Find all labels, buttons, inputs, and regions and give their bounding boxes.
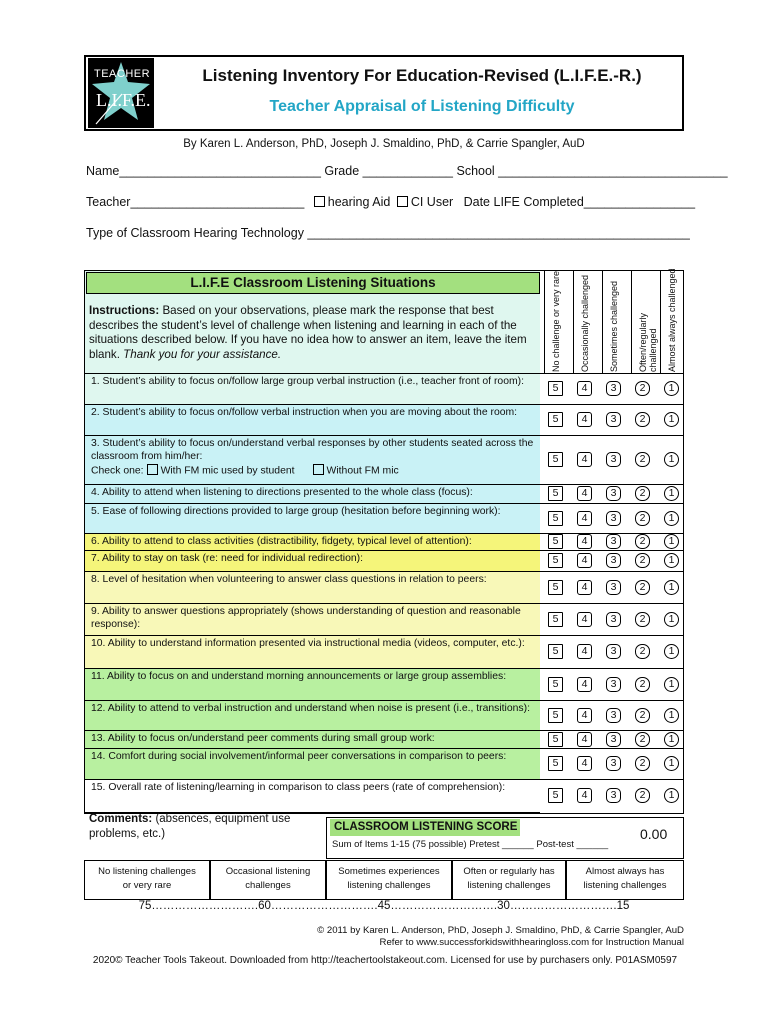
teacher-field[interactable]: Teacher_________________________ (86, 195, 305, 209)
without-fm-label: Without FM mic (326, 465, 399, 477)
rating-option-1[interactable]: 1 (664, 452, 679, 467)
rating-option-2[interactable]: 2 (635, 486, 650, 501)
row-divider (85, 635, 683, 636)
rating-option-2[interactable]: 2 (635, 756, 650, 771)
rating-option-1[interactable]: 1 (664, 756, 679, 771)
item-row (85, 730, 540, 748)
classroom-score-value: 0.00 (640, 826, 668, 842)
legend-line: challenges (245, 880, 291, 891)
rating-option-4[interactable]: 4 (577, 756, 592, 771)
rating-option-5[interactable]: 5 (548, 511, 563, 526)
rating-option-1[interactable]: 1 (664, 677, 679, 692)
rating-option-3[interactable]: 3 (606, 412, 621, 427)
item-text: 10. Ability to understand information presented via instructional media (videos, computer, etc.): (91, 638, 525, 649)
item-text: 3. Student’s ability to focus on/understand verbal responses by other students seated across the classroom from him/her: (91, 438, 534, 462)
check-one-label: Check one: (91, 465, 144, 477)
copyright-line: © 2011 by Karen L. Anderson, PhD, Joseph J. Smaldino, PhD, & Carrie Spangler, AuD (317, 925, 684, 936)
legend-box-1 (84, 860, 210, 900)
item-row (85, 533, 540, 550)
rating-option-1[interactable]: 1 (664, 553, 679, 568)
row-divider (85, 373, 683, 374)
legend-box-5 (566, 860, 684, 900)
rating-option-4[interactable]: 4 (577, 788, 592, 803)
item-row (85, 571, 540, 603)
row-divider (85, 603, 683, 604)
column-header-label: Often/regularly challenged (638, 312, 658, 372)
item-text: 13. Ability to focus on/understand peer comments during small group work: (91, 733, 435, 744)
rating-option-5[interactable]: 5 (548, 708, 563, 723)
hearing-aid-checkbox[interactable] (314, 196, 325, 207)
column-header-5 (667, 262, 767, 372)
rating-option-3[interactable]: 3 (606, 486, 621, 501)
rating-option-4[interactable]: 4 (577, 612, 592, 627)
rating-option-1[interactable]: 1 (664, 580, 679, 595)
rating-option-1[interactable]: 1 (664, 788, 679, 803)
rating-option-3[interactable]: 3 (606, 644, 621, 659)
item-text: 7. Ability to stay on task (re: need for individual redirection): (91, 553, 364, 564)
classroom-score-label: CLASSROOM LISTENING SCORE (330, 819, 520, 836)
legend-box-4 (452, 860, 566, 900)
column-divider (602, 270, 603, 374)
rating-option-4[interactable]: 4 (577, 486, 592, 501)
legend-line: listening challenges (467, 880, 551, 891)
row-divider (85, 533, 683, 534)
rating-option-4[interactable]: 4 (577, 511, 592, 526)
page-subtitle: Teacher Appraisal of Listening Difficulty (269, 98, 575, 115)
row-divider (85, 571, 683, 572)
rating-option-4[interactable]: 4 (577, 452, 592, 467)
rating-option-5[interactable]: 5 (548, 553, 563, 568)
item-row (85, 404, 540, 435)
rating-option-5[interactable]: 5 (548, 644, 563, 659)
legend-line: listening challenges (347, 880, 431, 891)
rating-option-1[interactable]: 1 (664, 412, 679, 427)
column-header-label: Occasionally challenged (580, 274, 590, 372)
hearing-aid-label: hearing Aid (327, 195, 391, 209)
item-row (85, 435, 540, 484)
column-divider (660, 270, 661, 374)
footer-license: 2020© Teacher Tools Takeout. Downloaded from http://teachertoolstakeout.com. Licensed for use by purchasers only. P01ASM0597 (92, 955, 678, 966)
item-text: 6. Ability to attend to class activities (distractibility, fidgety, typical level of attention): (91, 536, 472, 547)
row-divider (85, 503, 683, 504)
rating-option-2[interactable]: 2 (635, 612, 650, 627)
rating-option-2[interactable]: 2 (635, 788, 650, 803)
item-text: 5. Ease of following directions provided to large group (hesitation before beginning work): (91, 506, 501, 517)
score-scale: 75……………………….60……………………….45……………………….30……………………….15 (138, 900, 630, 912)
rating-option-3[interactable]: 3 (606, 534, 621, 549)
rating-option-4[interactable]: 4 (577, 412, 592, 427)
row-divider (85, 730, 683, 731)
legend-box-2 (210, 860, 326, 900)
rating-option-4[interactable]: 4 (577, 677, 592, 692)
rating-option-4[interactable]: 4 (577, 580, 592, 595)
logo-text-life: L.I.F.E. (96, 90, 151, 110)
item-row (85, 373, 540, 404)
item-text: 12. Ability to attend to verbal instruction and understand when noise is present (i.e., transitions): (91, 703, 530, 714)
legend-line: Occasional listening (225, 866, 311, 877)
rating-option-1[interactable]: 1 (664, 381, 679, 396)
rating-option-5[interactable]: 5 (548, 412, 563, 427)
row-divider (85, 484, 683, 485)
rating-option-5[interactable]: 5 (548, 486, 563, 501)
item-row (85, 748, 540, 779)
rating-option-2[interactable]: 2 (635, 511, 650, 526)
rating-option-2[interactable]: 2 (635, 412, 650, 427)
rating-option-1[interactable]: 1 (664, 612, 679, 627)
fm-mic-label: With FM mic used by student (160, 465, 295, 477)
row-divider (85, 779, 683, 780)
rating-option-5[interactable]: 5 (548, 612, 563, 627)
rating-option-4[interactable]: 4 (577, 644, 592, 659)
rating-option-5[interactable]: 5 (548, 452, 563, 467)
rating-option-2[interactable]: 2 (635, 452, 650, 467)
fm-mic-checkbox[interactable] (147, 464, 158, 475)
legend-line: Almost always has (585, 866, 665, 877)
rating-option-2[interactable]: 2 (635, 553, 650, 568)
ci-user-checkbox[interactable] (397, 196, 408, 207)
rating-option-3[interactable]: 3 (606, 553, 621, 568)
authors-line: By Karen L. Anderson, PhD, Joseph J. Smaldino, PhD, & Carrie Spangler, AuD (183, 138, 585, 150)
rating-option-1[interactable]: 1 (664, 708, 679, 723)
logo-text-teacher: TEACHER (94, 68, 151, 80)
page-title: Listening Inventory For Education-Revised (L.I.F.E.-R.) (202, 66, 642, 85)
item-row (85, 484, 540, 503)
ci-user-label: CI User (410, 195, 454, 209)
item-row (85, 603, 540, 635)
rating-option-2[interactable]: 2 (635, 732, 650, 747)
item-text: 1. Student’s ability to focus on/follow large group verbal instruction (i.e., teacher front of room): (91, 376, 524, 387)
rating-option-1[interactable]: 1 (664, 534, 679, 549)
item-text: 8. Level of hesitation when volunteering to answer class questions in relation to peers: (91, 574, 487, 585)
legend-box-3 (326, 860, 452, 900)
name-grade-school-field[interactable]: Name_____________________________ Grade _____________ School _________________________________ (86, 164, 728, 178)
item-text: 9. Ability to answer questions appropriately (shows understanding of question and reasonable response): (91, 606, 521, 630)
legend-line: Sometimes experiences (338, 866, 440, 877)
comments-field[interactable]: Comments: (absences, equipment use problems, etc.) (89, 813, 291, 840)
rating-option-5[interactable]: 5 (548, 534, 563, 549)
rating-option-5[interactable]: 5 (548, 788, 563, 803)
rating-option-2[interactable]: 2 (635, 580, 650, 595)
row-divider (85, 700, 683, 701)
rating-option-4[interactable]: 4 (577, 381, 592, 396)
rating-option-2[interactable]: 2 (635, 644, 650, 659)
row-divider (85, 404, 683, 405)
rating-option-3[interactable]: 3 (606, 580, 621, 595)
rating-option-5[interactable]: 5 (548, 732, 563, 747)
legend-line: listening challenges (583, 880, 667, 891)
rating-option-3[interactable]: 3 (606, 788, 621, 803)
legend-line: or very rare (122, 880, 172, 891)
legend-line: Often or regularly has (463, 866, 555, 877)
rating-option-1[interactable]: 1 (664, 732, 679, 747)
rating-option-3[interactable]: 3 (606, 708, 621, 723)
row-divider (85, 435, 683, 436)
item-text: 14. Comfort during social involvement/informal peer conversations in comparison to peers: (91, 751, 507, 762)
item-text: 2. Student’s ability to focus on/follow verbal instruction when you are moving about the room: (91, 407, 518, 418)
rating-option-5[interactable]: 5 (548, 677, 563, 692)
rating-option-5[interactable]: 5 (548, 756, 563, 771)
rating-option-4[interactable]: 4 (577, 534, 592, 549)
teacher-life-logo (88, 58, 154, 128)
technology-field[interactable]: Type of Classroom Hearing Technology _______________________________________________________ (86, 226, 690, 240)
column-header-label: Sometimes challenged (609, 280, 619, 372)
score-sum-text: Sum of Items 1-15 (75 possible) Pretest ______ Post-test ______ (332, 839, 609, 850)
rating-option-3[interactable]: 3 (606, 612, 621, 627)
rating-option-3[interactable]: 3 (606, 452, 621, 467)
item-row (85, 700, 540, 730)
rating-option-2[interactable]: 2 (635, 534, 650, 549)
rating-option-4[interactable]: 4 (577, 708, 592, 723)
rating-option-4[interactable]: 4 (577, 553, 592, 568)
legend-line: No listening challenges (98, 866, 196, 877)
fm-check-options (91, 464, 536, 477)
item-row (85, 550, 540, 571)
rating-option-5[interactable]: 5 (548, 381, 563, 396)
row-divider (85, 668, 683, 669)
teacher-row (86, 195, 695, 209)
rating-option-2[interactable]: 2 (635, 677, 650, 692)
rating-option-4[interactable]: 4 (577, 732, 592, 747)
rating-option-1[interactable]: 1 (664, 644, 679, 659)
item-text: 11. Ability to focus on and understand morning announcements or large group assemblies: (91, 671, 507, 682)
rating-option-3[interactable]: 3 (606, 756, 621, 771)
item-row (85, 635, 540, 668)
copyright-block (84, 925, 684, 949)
column-divider (544, 270, 545, 374)
item-row (85, 503, 540, 533)
column-header-label: Almost always challenged (667, 268, 677, 372)
rating-option-3[interactable]: 3 (606, 381, 621, 396)
instructions-text: Instructions: Based on your observations, please mark the response that best describes the student’s level of challenge when listening and learning in each of the situations described below. If you have no idea how to answer an item, leave the item blank. Thank you for your assistance. (89, 304, 527, 361)
without-fm-checkbox[interactable] (313, 464, 324, 475)
rating-option-1[interactable]: 1 (664, 486, 679, 501)
rating-option-5[interactable]: 5 (548, 580, 563, 595)
rating-option-3[interactable]: 3 (606, 677, 621, 692)
column-divider (631, 270, 632, 374)
rating-option-2[interactable]: 2 (635, 708, 650, 723)
column-divider (573, 270, 574, 374)
item-text: 4. Ability to attend when listening to directions presented to the whole class (focus): (91, 487, 473, 498)
rating-option-3[interactable]: 3 (606, 511, 621, 526)
row-divider (85, 748, 683, 749)
rating-option-1[interactable]: 1 (664, 511, 679, 526)
rating-option-3[interactable]: 3 (606, 732, 621, 747)
row-divider (85, 550, 683, 551)
item-row (85, 668, 540, 700)
rating-option-2[interactable]: 2 (635, 381, 650, 396)
item-row (85, 779, 540, 812)
date-completed-field[interactable]: Date LIFE Completed________________ (463, 195, 696, 209)
item-text: 15. Overall rate of listening/learning in comparison to class peers (rate of comprehension): (91, 782, 506, 793)
column-header-label: No challenge or very rare (551, 270, 561, 372)
manual-reference: Refer to www.successforkidswithhearingloss.com for Instruction Manual (379, 937, 684, 948)
section-title: L.I.F.E Classroom Listening Situations (86, 272, 540, 294)
